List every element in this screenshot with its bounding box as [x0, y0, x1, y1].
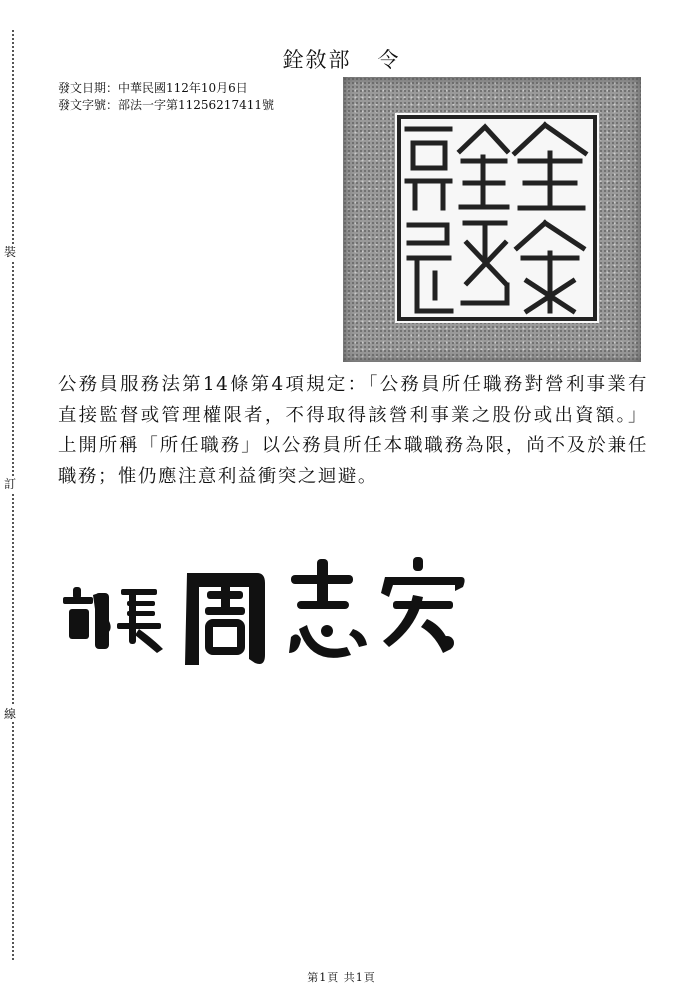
document-meta — [58, 80, 274, 114]
issue-date: 發文日期：中華民國112年10月6日 — [58, 81, 248, 95]
page-footer: 第1頁 共1頁 — [307, 971, 376, 984]
minister-signature — [55, 545, 495, 675]
ministry-name: 銓敘部 — [282, 48, 352, 72]
body-paragraph: 公務員服務法第14條第4項規定：「公務員所任職務對營利事業有直接監督或管理權限者，不得取得該營利事業之股份或出資額。」上開所稱「所任職務」以公務員所任本職職務為限，尚不及於兼任職務；惟仍應注意利益衝突之迴避。 — [58, 374, 648, 487]
document-type: 令 — [377, 48, 401, 72]
official-seal — [343, 77, 641, 362]
binding-char-zhuang: 裝 — [4, 245, 17, 259]
binding-margin-line — [12, 30, 14, 960]
signature-calligraphy-icon — [55, 545, 495, 675]
binding-char-ding: 訂 — [4, 477, 17, 491]
binding-char-xian: 線 — [4, 707, 17, 721]
reference-number: 發文字號：部法一字第11256217411號 — [58, 98, 274, 112]
document-title — [0, 44, 683, 74]
seal-face — [395, 113, 599, 323]
seal-script-icon — [395, 113, 599, 323]
